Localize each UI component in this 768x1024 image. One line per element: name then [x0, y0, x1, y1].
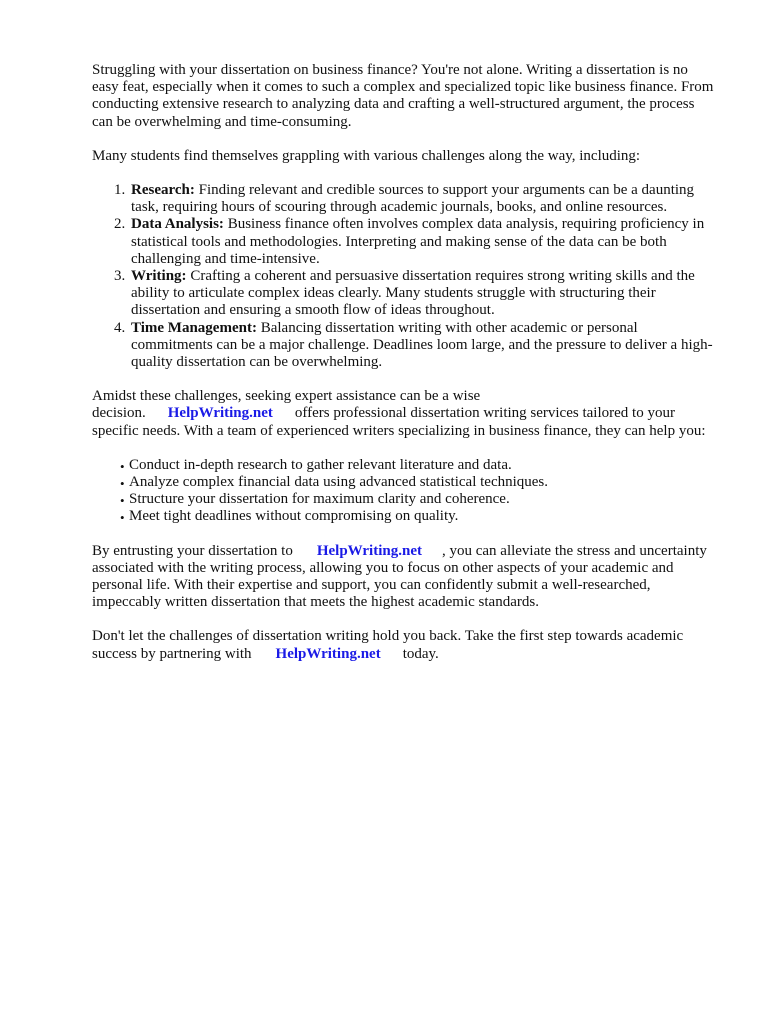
closing-paragraph [92, 628, 716, 662]
challenges-list [92, 182, 716, 371]
list-item: • Conduct in-depth research to gather relevant literature and data. [129, 457, 716, 474]
entrust-paragraph [92, 543, 716, 612]
services-list [92, 457, 716, 526]
challenge-text: Crafting a coherent and persuasive dissertation requires strong writing skills and the ability to articulate complex ideas clearly. Many students struggle with structuring their dissertation and ensuring a smooth flow of ideas throughout. [131, 268, 695, 319]
challenges-lead: Many students find themselves grappling with various challenges along the way, including: [92, 147, 641, 164]
helpwriting-link[interactable]: HelpWriting.net [167, 405, 273, 422]
challenge-term: Research: [131, 182, 195, 199]
challenge-item-data-analysis [129, 216, 716, 268]
challenge-text: Finding relevant and credible sources to support your arguments can be a daunting task, requiring hours of scouring through academic journals, books, and online resources. [131, 182, 695, 216]
helpwriting-link[interactable]: HelpWriting.net [275, 645, 381, 662]
assist-text-after: offers professional dissertation writing services tailored to your specific needs. With a team of experienced writers specializing in business finance, they can help you: [92, 405, 706, 439]
assist-paragraph [92, 388, 716, 440]
list-item: • Meet tight deadlines without compromising on quality. [129, 508, 716, 525]
challenge-term: Writing: [131, 268, 187, 285]
challenge-item-research [129, 182, 716, 216]
helpwriting-link[interactable]: HelpWriting.net [316, 542, 422, 559]
intro-paragraph: Struggling with your dissertation on business finance? You're not alone. Writing a dissertation is no easy feat, especially when it comes to such a complex and specialized topic like business finance. From conducting extensive research to analyzing data and crafting a well-structured argument, the process can be overwhelming and time-consuming. [92, 62, 714, 130]
challenge-item-writing [129, 268, 716, 320]
closing-text-before: Don't let the challenges of dissertation writing hold you back. Take the first step towards academic success by partnering with [92, 628, 684, 662]
challenge-text: Balancing dissertation writing with other academic or personal commitments can be a major challenge. Deadlines loom large, and the pressure to deliver a high-quality dissertation can be overwhelming. [131, 319, 713, 371]
entrust-text-before: By entrusting your dissertation to [92, 542, 293, 559]
entrust-text-after: , you can alleviate the stress and uncertainty associated with the writing process, allowing you to focus on other aspects of your academic and personal life. With their expertise and support, you can confidently submit a well-researched, impeccably written dissertation that meets the highest academic standards. [92, 542, 707, 611]
assist-text-before: Amidst these challenges, seeking expert assistance can be a wise decision. [92, 388, 481, 422]
challenge-text: Business finance often involves complex data analysis, requiring proficiency in statistical tools and methodologies. Interpreting and making sense of the data can be both challenging and time-intensive. [131, 216, 705, 267]
document-body [92, 62, 716, 680]
challenge-term: Data Analysis: [131, 216, 224, 233]
challenge-term: Time Management: [131, 319, 257, 336]
list-item: • Analyze complex financial data using advanced statistical techniques. [129, 474, 716, 491]
closing-text-after: today. [402, 645, 439, 662]
challenge-item-time-management [129, 320, 716, 372]
list-item: • Structure your dissertation for maximum clarity and coherence. [129, 491, 716, 508]
